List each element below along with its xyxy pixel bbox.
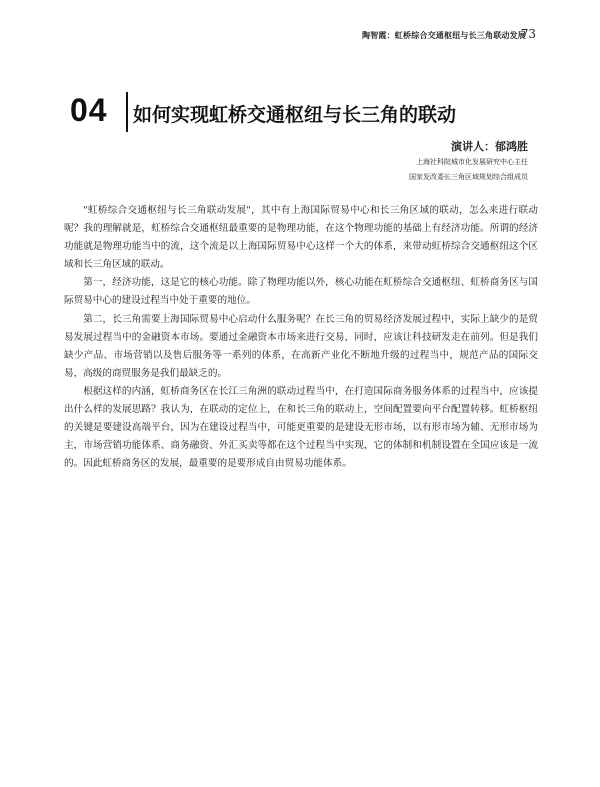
chapter-number: 04 <box>70 92 108 128</box>
paragraph: 第二，长三角需要上海国际贸易中心启动什么服务呢？在长三角的贸易经济发展过程中，实际上缺少的是贸易发展过程当中的金融资本市场。要通过金融资本市场来进行交易，同时，应该让科技研发走在前列。但是我们缺少产品、市场营销以及售后服务等一系列的体系，在高新产业化不断地升级的过程当中，规范产品的国际交易，高级的商贸服务是我们最缺乏的。 <box>64 313 538 379</box>
paragraph: 根据这样的内涵，虹桥商务区在长江三角洲的联动过程当中，在打造国际商务服务体系的过程当中，应该提出什么样的发展思路？我认为，在联动的定位上，在和长三角的联动上，空间配置要向平台配置转移。虹桥枢纽的关键是要建设高端平台，因为在建设过程当中，可能更重要的是建设无形市场，以有形市场为辅、无形市场为主，市场营销功能体系、商务融资、外汇买卖等都在这个过程当中实现，它的体制和机制设置在全国应该是一流的。因此虹桥商务区的发展，最重要的是要形成自由贸易功能体系。 <box>64 385 538 470</box>
speaker-name: 演讲人：郁鸿胜 <box>451 140 528 153</box>
chapter-title: 如何实现虹桥交通枢纽与长三角的联动 <box>133 104 457 126</box>
running-head: 陶智霞：虹桥综合交通枢纽与长三角联动发展 <box>362 31 526 40</box>
paragraph: "虹桥综合交通枢纽与长三角联动发展"，其中有上海国际贸易中心和长三角区域的联动，怎么来进行联动呢？我的理解就是，虹桥综合交通枢纽最重要的是物理功能，在这个物理功能的基础上有经济功能。所谓的经济功能就是物理功能当中的流，这个流是以上海国际贸易中心这样一个大的体系，来带动虹桥综合交通枢纽这个区域和长三角区域的联动。 <box>64 205 538 271</box>
body-text <box>64 202 538 473</box>
speaker-affiliation: 上海社科院城市化发展研究中心主任 <box>416 158 528 166</box>
page-number: 73 <box>520 27 536 41</box>
paragraph: 第一，经济功能，这是它的核心功能。除了物理功能以外，核心功能在虹桥综合交通枢纽、虹桥商务区与国际贸易中心的建设过程当中处于重要的地位。 <box>64 277 538 307</box>
chapter-divider <box>126 92 128 132</box>
speaker-affiliation: 国家发改委长三角区域规划综合组成员 <box>409 173 528 181</box>
